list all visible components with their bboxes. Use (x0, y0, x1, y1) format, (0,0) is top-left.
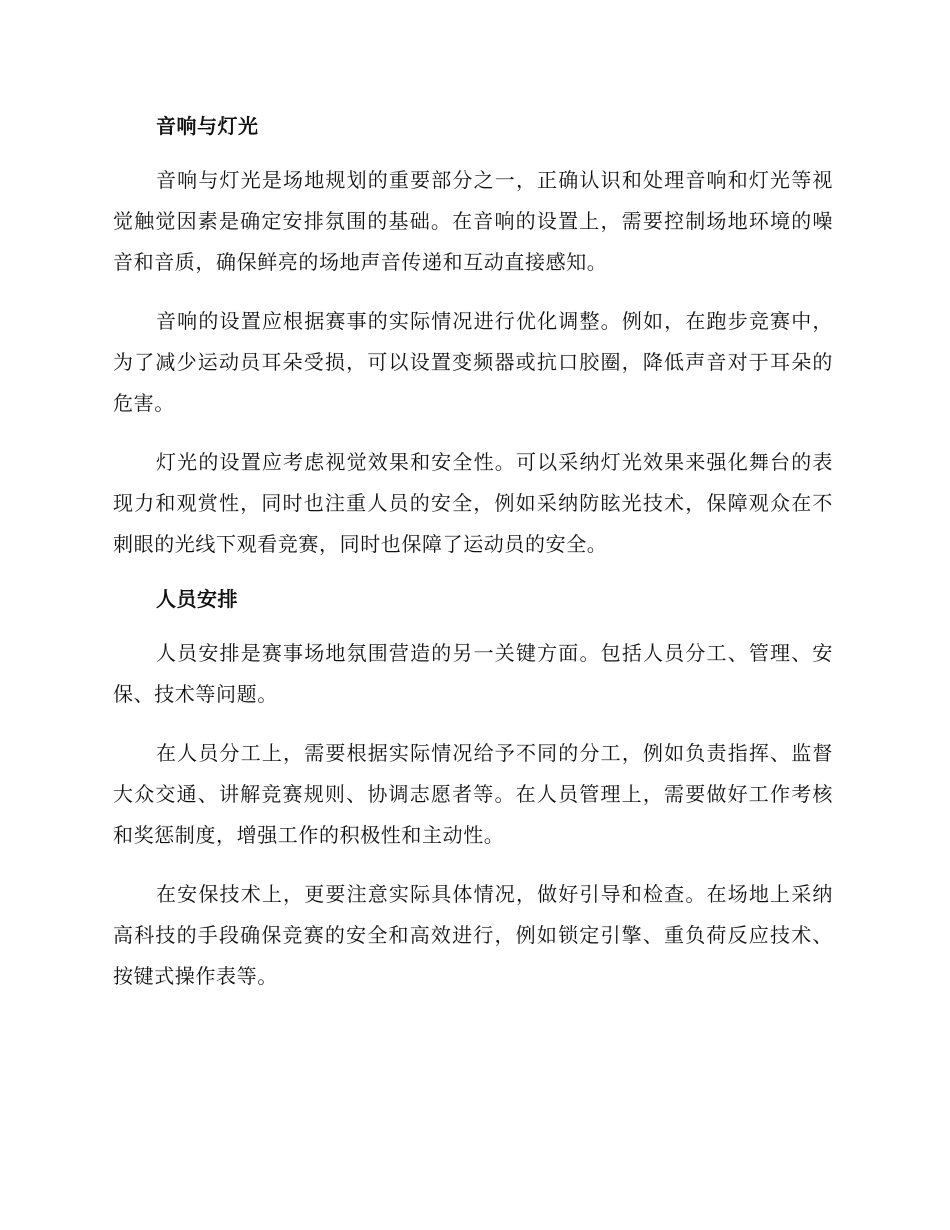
paragraph: 灯光的设置应考虑视觉效果和安全性。可以采纳灯光效果来强化舞台的表现力和观赏性，同时也注重人员的安全，例如采纳防眩光技术，保障观众在不刺眼的光线下观看竞赛，同时也保障了运动员的安全。 (113, 450, 833, 556)
document-page (113, 110, 833, 1015)
section-heading: 人员安排 (156, 587, 238, 611)
paragraph: 人员安排是赛事场地氛围营造的另一关键方面。包括人员分工、管理、安保、技术等问题。 (113, 641, 833, 706)
paragraph: 在安保技术上，更要注意实际具体情况，做好引导和检查。在场地上采纳高科技的手段确保竞赛的安全和高效进行，例如锁定引擎、重负荷反应技术、按键式操作表等。 (113, 882, 833, 988)
paragraph: 在人员分工上，需要根据实际情况给予不同的分工，例如负责指挥、监督大众交通、讲解竞赛规则、协调志愿者等。在人员管理上，需要做好工作考核和奖惩制度，增强工作的积极性和主动性。 (113, 741, 833, 847)
paragraph: 音响与灯光是场地规划的重要部分之一，正确认识和处理音响和灯光等视觉触觉因素是确定安排氛围的基础。在音响的设置上，需要控制场地环境的噪音和音质，确保鲜亮的场地声音传递和互动直接感知。 (113, 168, 833, 274)
section-staffing (113, 583, 833, 997)
section-audio-lighting (113, 110, 833, 565)
paragraph: 音响的设置应根据赛事的实际情况进行优化调整。例如，在跑步竞赛中，为了减少运动员耳朵受损，可以设置变频器或抗口胶圈，降低声音对于耳朵的危害。 (113, 309, 833, 415)
section-heading: 音响与灯光 (156, 114, 259, 138)
